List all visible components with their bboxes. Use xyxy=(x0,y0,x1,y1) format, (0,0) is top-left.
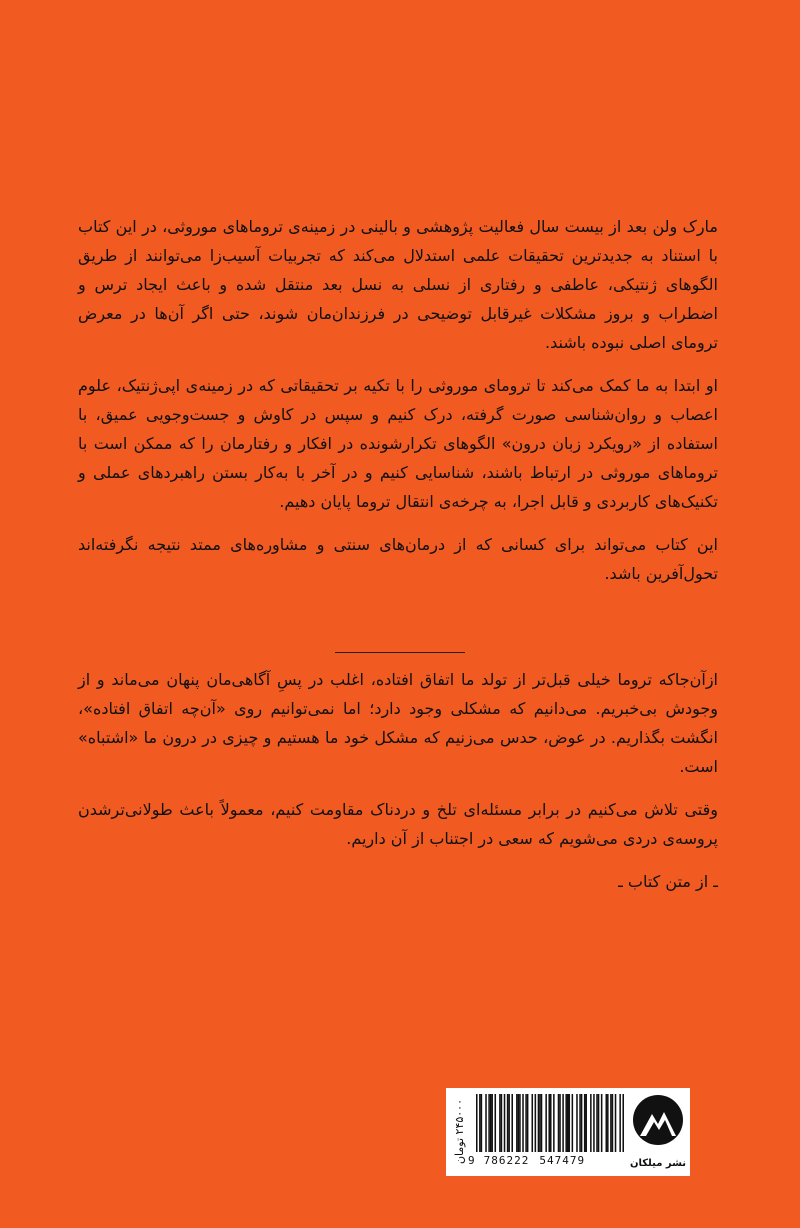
barcode-bar xyxy=(565,1094,567,1152)
price-label xyxy=(448,1090,470,1174)
isbn-number xyxy=(468,1154,628,1167)
barcode-bar xyxy=(581,1094,583,1152)
section-divider xyxy=(335,652,465,653)
barcode-bar xyxy=(558,1094,560,1152)
barcode-bar xyxy=(507,1094,509,1152)
barcode-bar xyxy=(562,1094,564,1152)
barcode-bar xyxy=(569,1094,571,1152)
excerpt-paragraph: وقتی تلاش می‌کنیم در برابر مسئله‌ای تلخ و دردناک مقاومت کنیم، معمولاً باعث طولانی‌ترشدن پروسه‌ی دردی می‌شویم که سعی در اجتناب از آن داریم. xyxy=(78,800,718,848)
mountain-logo-icon xyxy=(632,1094,684,1146)
barcode-bar xyxy=(525,1094,527,1152)
barcode-bar xyxy=(504,1094,506,1152)
barcode-bar xyxy=(511,1094,513,1152)
price-text: ۲۴۵۰۰۰ تومان xyxy=(452,1099,466,1165)
barcode-bar xyxy=(508,1094,510,1152)
blurb-paragraph: او ابتدا به ما کمک می‌کند تا ترومای موروثی را با تکیه بر تحقیقاتی که در زمینه‌ی اپی‌ژنتیک، علوم اعصاب و روان‌شناسی صورت گرفته، درک کنیم و سپس در کاوش و جست‌وجویی عمیق، با استفاده از «رویکرد زبان درون» الگوهای تکرارشونده در افکار و رفتارمان را که ممکن است با تروماهای موروثی در ارتباط باشند، شناسایی کنیم و در آخر با به‌کار بستن راهبردهای عملی و تکنیک‌های کاربردی و قابل اجرا، به چرخه‌ی انتقال تروما پایان دهیم. xyxy=(78,376,718,511)
barcode-bar xyxy=(485,1094,487,1152)
barcode-bar xyxy=(532,1094,534,1152)
excerpt-section xyxy=(78,665,718,910)
barcode-bar xyxy=(610,1094,612,1152)
barcode-bar xyxy=(535,1094,537,1152)
blurb-section xyxy=(78,212,718,602)
barcode-bar xyxy=(545,1094,547,1152)
barcode-bar xyxy=(622,1094,624,1152)
barcode-bar xyxy=(476,1094,478,1152)
barcode-bar xyxy=(615,1094,617,1152)
barcode-bar xyxy=(567,1094,569,1152)
barcode-bar xyxy=(479,1094,481,1152)
blurb-paragraph: مارک ولن بعد از بیست سال فعالیت پژوهشی و بالینی در زمینه‌ی تروماهای موروثی، در این کتاب با استناد به جدیدترین تحقیقات علمی استدلال می‌کند که تجربیات آسیب‌زا می‌توانند از طریق الگوهای ژنتیکی، عاطفی و رفتاری از نسلی به نسل بعد منتقل شده و باعث ایجاد ترس و اضطراب و بروز مشکلات غیرقابل توضیحی در فرزندان‌مان شوند، حتی اگر آن‌ها در معرض ترومای اصلی نبوده باشند. xyxy=(78,217,718,352)
barcode-bar xyxy=(550,1094,552,1152)
barcode-bar xyxy=(516,1094,518,1152)
isbn-barcode xyxy=(476,1094,624,1152)
barcode-bar xyxy=(522,1094,524,1152)
barcode-bar xyxy=(619,1094,621,1152)
barcode-bar xyxy=(572,1094,574,1152)
blurb-paragraph: این کتاب می‌تواند برای کسانی که از درمان‌های سنتی و مشاوره‌های ممتد نتیجه نگرفته‌اند تحول‌آفرین باشد. xyxy=(78,535,718,583)
isbn-end: 547479 xyxy=(539,1154,586,1167)
barcode-bar xyxy=(579,1094,581,1152)
barcode-bar xyxy=(612,1094,614,1152)
barcode-bar xyxy=(495,1094,497,1152)
barcode-bar xyxy=(576,1094,578,1152)
barcode-bar xyxy=(584,1094,586,1152)
barcode-bar xyxy=(519,1094,521,1152)
isbn-middle: 786222 xyxy=(483,1154,530,1167)
barcode-bar xyxy=(601,1094,603,1152)
barcode-bar xyxy=(606,1094,608,1152)
barcode-bar xyxy=(518,1094,520,1152)
barcode-bar xyxy=(539,1094,541,1152)
barcode-bar xyxy=(491,1094,493,1152)
barcode-bar xyxy=(585,1094,587,1152)
publisher-name: نشر میلکان xyxy=(629,1158,687,1169)
barcode-bar xyxy=(598,1094,600,1152)
barcode-bar xyxy=(488,1094,490,1152)
barcode-bar xyxy=(596,1094,598,1152)
barcode-bar xyxy=(590,1094,592,1152)
barcode-bar xyxy=(501,1094,503,1152)
barcode-bar xyxy=(527,1094,529,1152)
isbn-prefix: 9 xyxy=(468,1154,476,1167)
barcode-bar xyxy=(538,1094,540,1152)
barcode-bar xyxy=(499,1094,501,1152)
barcode-bar xyxy=(553,1094,555,1152)
barcode-bar xyxy=(607,1094,609,1152)
barcode-bar xyxy=(481,1094,483,1152)
barcode-bar xyxy=(490,1094,492,1152)
excerpt-attribution: ـ از متن کتاب ـ xyxy=(618,872,718,891)
barcode-bar xyxy=(559,1094,561,1152)
barcode-bar xyxy=(593,1094,595,1152)
barcode-bar xyxy=(548,1094,550,1152)
excerpt-paragraph: ازآن‌جاکه تروما خیلی قبل‌تر از تولد ما اتفاق افتاده، اغلب در پسِ آگاهی‌مان پنهان می‌ماند و از وجودش بی‌خبریم. می‌دانیم که مشکلی وجود دارد؛ اما نمی‌توانیم روی «آن‌چه اتفاق افتاده»، انگشت بگذاریم. در عوض، حدس می‌زنیم که مشکل خود ما هستیم و چیزی در درون ما «اشتباه» است. xyxy=(78,670,718,776)
barcode-bar xyxy=(541,1094,543,1152)
